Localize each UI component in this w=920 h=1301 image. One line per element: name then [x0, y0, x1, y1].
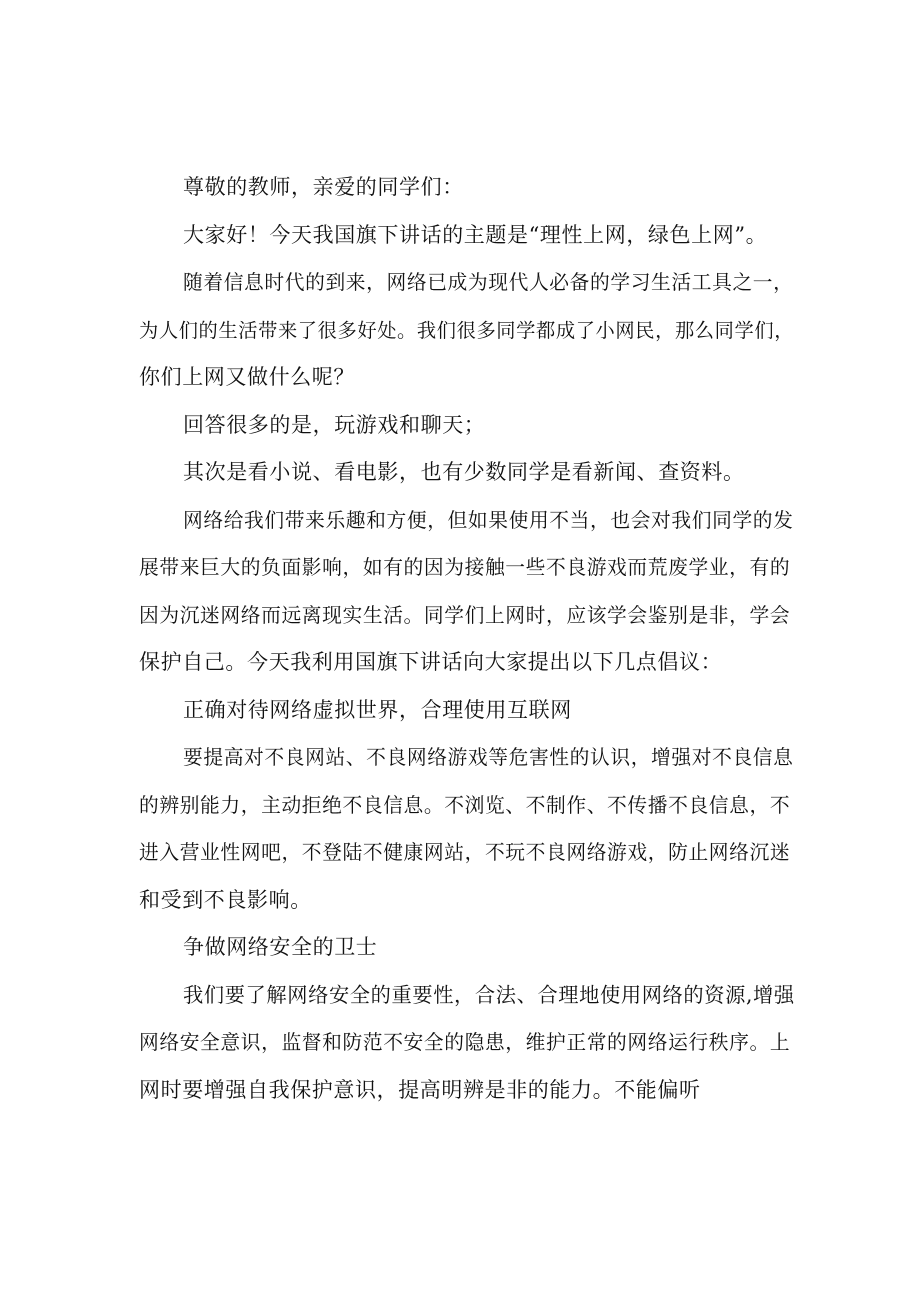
paragraph-line: 展带来巨大的负面影响，如有的因为接触一些不良游戏而荒废学业，有的	[139, 556, 791, 579]
paragraph-line: 要提高对不良网站、不良网络游戏等危害性的认识，增强对不良信息	[183, 746, 794, 769]
paragraph-line: 为人们的生活带来了很多好处。我们很多同学都成了小网民，那么同学们，	[139, 318, 795, 342]
paragraph-line: 因为沉迷网络而远离现实生活。同学们上网时，应该学会鉴别是非，学会	[139, 603, 791, 627]
paragraph-line: 随着信息时代的到来，网络已成为现代人必备的学习生活工具之一，	[183, 271, 794, 294]
paragraph-line: 其次是看小说、看电影，也有少数同学是看新闻、查资料。	[183, 460, 745, 484]
paragraph-line: 网时要增强自我保护意识，提高明辨是非的能力。不能偏听	[139, 1077, 701, 1102]
paragraph-line: 的辨别能力，主动拒绝不良信息。不浏览、不制作、不传播不良信息，不	[139, 793, 791, 817]
speech-body	[139, 164, 795, 1114]
paragraph-line: 我们要了解网络安全的重要性，合法、合理地使用网络的资源,增强	[183, 982, 795, 1007]
section-heading: 争做网络安全的卫士	[183, 935, 378, 959]
paragraph-line: 网络安全意识，监督和防范不安全的隐患，维护正常的网络运行秩序。上	[139, 1031, 791, 1054]
greeting-line: 大家好！今天我国旗下讲话的主题是“理性上网，绿色上网”。	[183, 222, 768, 247]
paragraph-line: 回答很多的是，玩游戏和聊天；	[183, 412, 486, 437]
paragraph-line: 进入营业性网吧，不登陆不健康网站，不玩不良网络游戏，防止网络沉迷	[139, 841, 791, 864]
paragraph-line: 和受到不良影响。	[139, 887, 312, 912]
section-heading: 正确对待网络虚拟世界，合理使用互联网	[183, 697, 572, 722]
paragraph-line: 网络给我们带来乐趣和方便，但如果使用不当，也会对我们同学的发	[183, 508, 794, 532]
paragraph-line: 保护自己。今天我利用国旗下讲话向大家提出以下几点倡议：	[139, 650, 723, 674]
salutation-line: 尊敬的教师，亲爱的同学们：	[183, 175, 464, 199]
paragraph-line: 你们上网又做什么呢？	[139, 365, 355, 389]
